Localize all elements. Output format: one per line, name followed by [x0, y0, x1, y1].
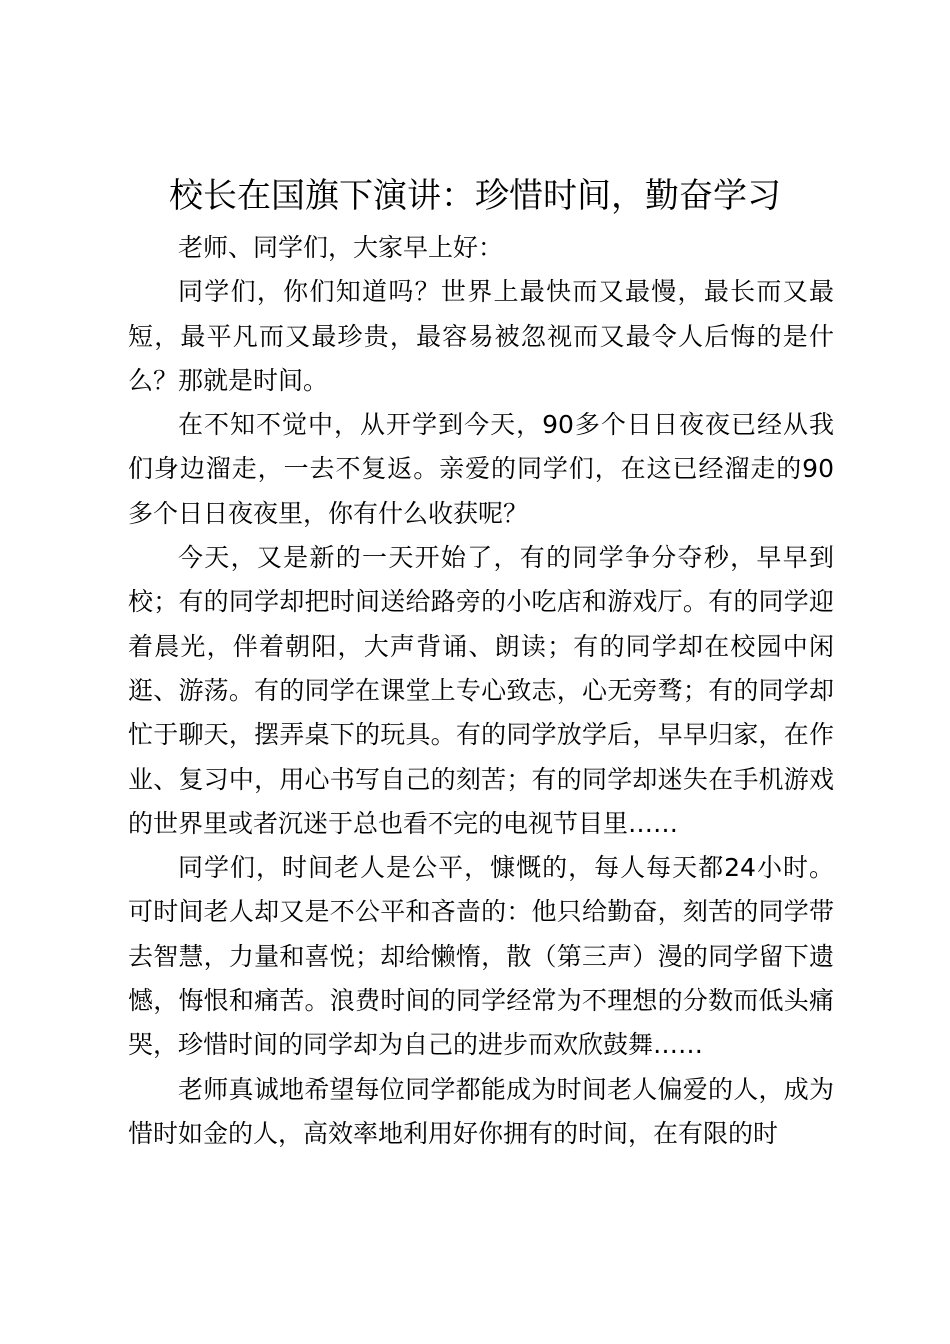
- paragraph: 同学们，时间老人是公平，慷慨的，每人每天都24小时。可时间老人却又是不公平和吝啬的：他只给勤奋，刻苦的同学带去智慧，力量和喜悦；却给懒惰，散（第三声）漫的同学留下遗憾，悔恨和痛苦。浪费时间的同学经常为不理想的分数而低头痛哭，珍惜时间的同学却为自己的进步而欢欣鼓舞……: [128, 853, 834, 1060]
- document-title: 校长在国旗下演讲：珍惜时间，勤奋学习: [169, 176, 781, 216]
- paragraph-greeting: 老师、同学们，大家早上好：: [178, 233, 504, 262]
- paragraph: 今天，又是新的一天开始了，有的同学争分夺秒，早早到校；有的同学却把时间送给路旁的小吃店和游戏厅。有的同学迎着晨光，伴着朝阳，大声背诵、朗读；有的同学却在校园中闲逛、游荡。有的同学在课堂上专心致志，心无旁骛；有的同学却忙于聊天，摆弄桌下的玩具。有的同学放学后，早早归家，在作业、复习中，用心书写自己的刻苦；有的同学却迷失在手机游戏的世界里或者沉迷于总也看不完的电视节目里……: [128, 543, 834, 838]
- paragraph: 同学们，你们知道吗？世界上最快而又最慢，最长而又最短，最平凡而又最珍贵，最容易被忽视而又最令人后悔的是什么？那就是时间。: [128, 277, 834, 395]
- paragraph: 在不知不觉中，从开学到今天，90多个日日夜夜已经从我们身边溜走，一去不复返。亲爱的同学们，在这已经溜走的90多个日日夜夜里，你有什么收获呢？: [128, 410, 834, 528]
- paragraph: 老师真诚地希望每位同学都能成为时间老人偏爱的人，成为惜时如金的人，高效率地利用好你拥有的时间，在有限的时: [128, 1074, 834, 1148]
- document-body: [128, 226, 834, 1156]
